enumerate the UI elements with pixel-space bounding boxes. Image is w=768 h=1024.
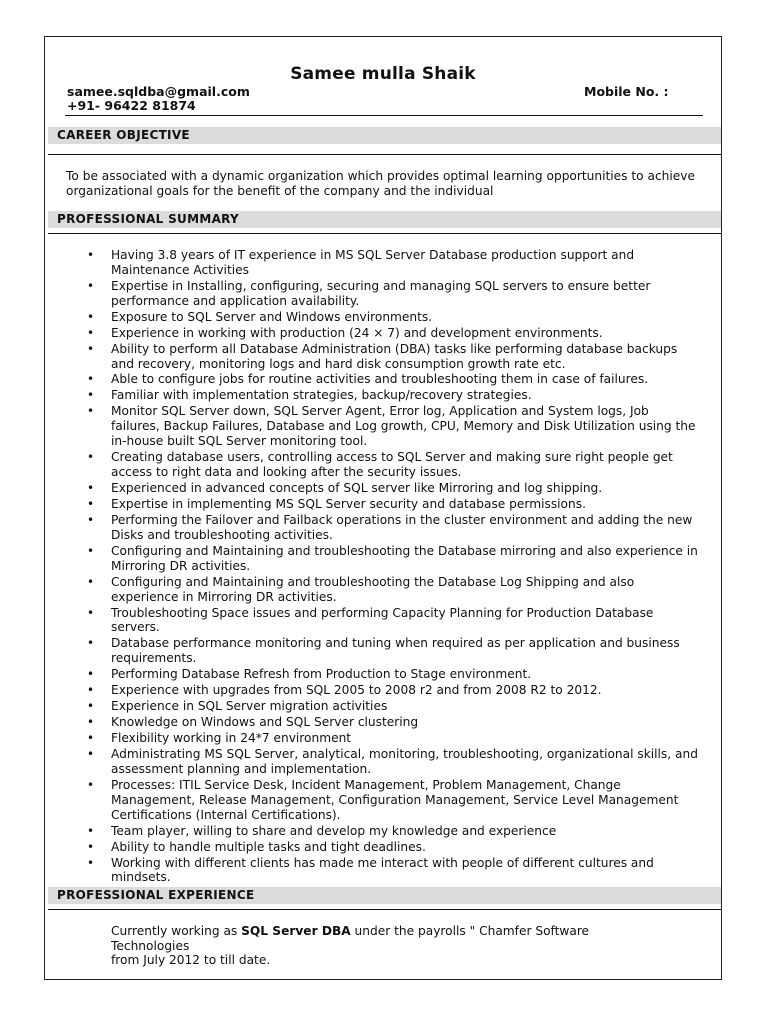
professional-experience-header — [48, 887, 721, 904]
career-objective-header — [48, 127, 721, 144]
list-item: • Ability to handle multiple tasks and tight deadlines. — [87, 840, 701, 855]
list-item: • Knowledge on Windows and SQL Server clustering — [87, 715, 701, 730]
list-item: • Monitor SQL Server down, SQL Server Agent, Error log, Application and System logs, Job failures, Backup Failures, Database and Log growth, CPU, Memory and Disk Utilization using the in-house built SQL Server monitoring tool. — [87, 404, 701, 449]
section-divider — [48, 154, 721, 155]
list-item: • Experienced in advanced concepts of SQL server like Mirroring and log shipping. — [87, 481, 701, 496]
experience-intro: Currently working as — [111, 924, 242, 938]
candidate-name: Samee mulla Shaik — [290, 64, 476, 84]
list-item: • Creating database users, controlling access to SQL Server and making sure right people get access to right data and looking after the security issues. — [87, 450, 701, 480]
list-item: • Working with different clients has made me interact with people of different cultures and mindsets. — [87, 856, 701, 886]
professional-experience-text — [111, 924, 671, 968]
email-address: samee.sqldba@gmail.com — [67, 84, 250, 99]
list-item: • Configuring and Maintaining and troubleshooting the Database mirroring and also experience in Mirroring DR activities. — [87, 544, 701, 574]
list-item: • Having 3.8 years of IT experience in MS SQL Server Database production support and Maintenance Activities — [87, 248, 701, 278]
phone-number: +91- 96422 81874 — [67, 98, 196, 113]
list-item: • Expertise in implementing MS SQL Server security and database permissions. — [87, 497, 701, 512]
list-item: • Processes: ITIL Service Desk, Incident Management, Problem Management, Change Management, Release Management, Configuration Management, Service Level Management Certifications (Internal Certifications). — [87, 778, 701, 823]
experience-employer: under the payrolls " Chamfer Software Technologies — [111, 924, 590, 953]
experience-period: from July 2012 to till date. — [111, 953, 271, 967]
section-divider — [48, 233, 721, 234]
section-title: PROFESSIONAL SUMMARY — [57, 212, 240, 226]
list-item: • Troubleshooting Space issues and performing Capacity Planning for Production Database servers. — [87, 606, 701, 636]
section-title: CAREER OBJECTIVE — [57, 128, 190, 142]
list-item: • Able to configure jobs for routine activities and troubleshooting them in case of failures. — [87, 372, 701, 387]
list-item: • Performing the Failover and Failback operations in the cluster environment and adding the new Disks and troubleshooting activities. — [87, 513, 701, 543]
list-item: • Configuring and Maintaining and troubleshooting the Database Log Shipping and also experience in Mirroring DR activities. — [87, 575, 701, 605]
resume-page — [44, 36, 722, 980]
career-objective-text: To be associated with a dynamic organization which provides optimal learning opportunities to achieve organizational goals for the benefit of the company and the individual — [66, 169, 695, 198]
section-divider — [48, 909, 721, 910]
header-divider — [65, 115, 703, 116]
list-item: • Exposure to SQL Server and Windows environments. — [87, 310, 701, 325]
list-item: • Administrating MS SQL Server, analytical, monitoring, troubleshooting, organizational skills, and assessment planning and implementation. — [87, 747, 701, 777]
list-item: • Database performance monitoring and tuning when required as per application and business requirements. — [87, 636, 701, 666]
experience-role: SQL Server DBA — [241, 924, 351, 938]
list-item: • Performing Database Refresh from Production to Stage environment. — [87, 667, 701, 682]
list-item: • Ability to perform all Database Administration (DBA) tasks like performing database backups and recovery, monitoring logs and hard disk consumption growth rate etc. — [87, 342, 701, 372]
list-item: • Experience in working with production (24 × 7) and development environments. — [87, 326, 701, 341]
list-item: • Experience in SQL Server migration activities — [87, 699, 701, 714]
section-title: PROFESSIONAL EXPERIENCE — [57, 888, 255, 902]
list-item: • Expertise in Installing, configuring, securing and managing SQL servers to ensure better performance and application availability. — [87, 279, 701, 309]
list-item: • Experience with upgrades from SQL 2005 to 2008 r2 and from 2008 R2 to 2012. — [87, 683, 701, 698]
list-item: • Familiar with implementation strategies, backup/recovery strategies. — [87, 388, 701, 403]
mobile-label: Mobile No. : — [584, 84, 669, 99]
professional-summary-header — [48, 211, 721, 228]
professional-summary-list — [87, 248, 701, 886]
list-item: • Flexibility working in 24*7 environment — [87, 731, 701, 746]
list-item: • Team player, willing to share and develop my knowledge and experience — [87, 824, 701, 839]
